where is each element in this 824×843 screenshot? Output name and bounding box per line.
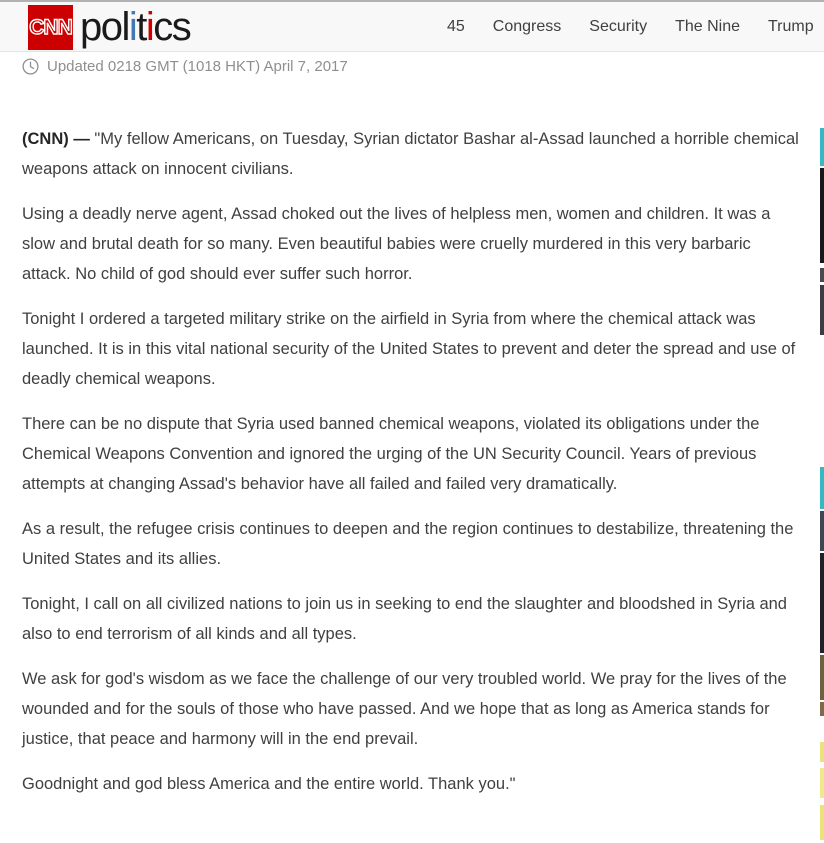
wordmark-segment: cs [153, 5, 191, 49]
nav-item-the-nine[interactable]: The Nine [675, 17, 740, 35]
wordmark-segment: i [145, 5, 154, 49]
cropped-page-edge [820, 702, 824, 716]
cropped-page-edge [820, 168, 824, 263]
cropped-page-edge [820, 128, 824, 166]
article-paragraph [22, 124, 802, 184]
source-label: (CNN) — [22, 130, 90, 148]
article-paragraph: Tonight I ordered a targeted military strike on the airfield in Syria from where the chemical attack was launched. It is in this vital national security of the United States to prevent and deter the spread and use of deadly chemical weapons. [22, 310, 796, 388]
article-paragraph: We ask for god's wisdom as we face the challenge of our very troubled world. We pray for the lives of the wounded and for the souls of those who have passed. And we hope that as long as America stands for justice, that peace and harmony will in the end prevail. [22, 670, 787, 748]
article-paragraph: There can be no dispute that Syria used banned chemical weapons, violated its obligations under the Chemical Weapons Convention and ignored the urging of the UN Security Council. Years of previous attempts at changing Assad's behavior have all failed and failed very dramatically. [22, 415, 760, 493]
nav-item-security[interactable]: Security [589, 17, 648, 35]
paragraph-text: "My fellow Americans, on Tuesday, Syrian dictator Bashar al-Assad launched a horrible chemical weapons attack on innocent civilians. [22, 130, 799, 178]
cropped-page-edge [820, 285, 824, 335]
nav-item-congress[interactable]: Congress [492, 17, 562, 35]
clock-icon [22, 58, 39, 75]
wordmark-segment: pol [80, 5, 129, 49]
cropped-page-edge [820, 268, 824, 282]
cropped-page-edge [820, 467, 824, 509]
article-body [22, 124, 802, 814]
article-paragraph: As a result, the refugee crisis continues to deepen and the region continues to destabilize, threatening the United States and its allies. [22, 520, 794, 568]
wordmark-segment: t [136, 5, 146, 49]
cropped-page-edge [820, 553, 824, 653]
primary-nav [447, 2, 814, 51]
article-paragraph: Tonight, I call on all civilized nations to join us in seeking to end the slaughter and bloodshed in Syria and also to end terrorism of all kinds and all types. [22, 595, 787, 643]
cnn-logo-icon [28, 5, 73, 50]
article-meta-row [22, 58, 348, 75]
cropped-page-edge [820, 511, 824, 551]
article-paragraph: Using a deadly nerve agent, Assad choked out the lives of helpless men, women and children. It was a slow and brutal death for so many. Even beautiful babies were cruelly murdered in this very barbaric attack. No child of god should ever suffer such horror. [22, 205, 771, 283]
cropped-page-edge [820, 742, 824, 762]
top-nav-bar [0, 0, 824, 52]
cropped-page-edge [820, 768, 824, 798]
updated-timestamp: Updated 0218 GMT (1018 HKT) April 7, 2017 [47, 58, 348, 75]
nav-item-trump[interactable]: Trump [768, 17, 814, 35]
cropped-page-edge [820, 655, 824, 700]
cnn-politics-logo[interactable] [28, 5, 190, 50]
cnn-logo-text: CNN [29, 15, 72, 39]
cropped-page-edge [820, 805, 824, 840]
article-paragraph: Goodnight and god bless America and the entire world. Thank you." [22, 775, 516, 793]
wordmark-segment: i [128, 5, 137, 49]
nav-item-45[interactable]: 45 [447, 17, 465, 35]
politics-wordmark [80, 5, 190, 50]
